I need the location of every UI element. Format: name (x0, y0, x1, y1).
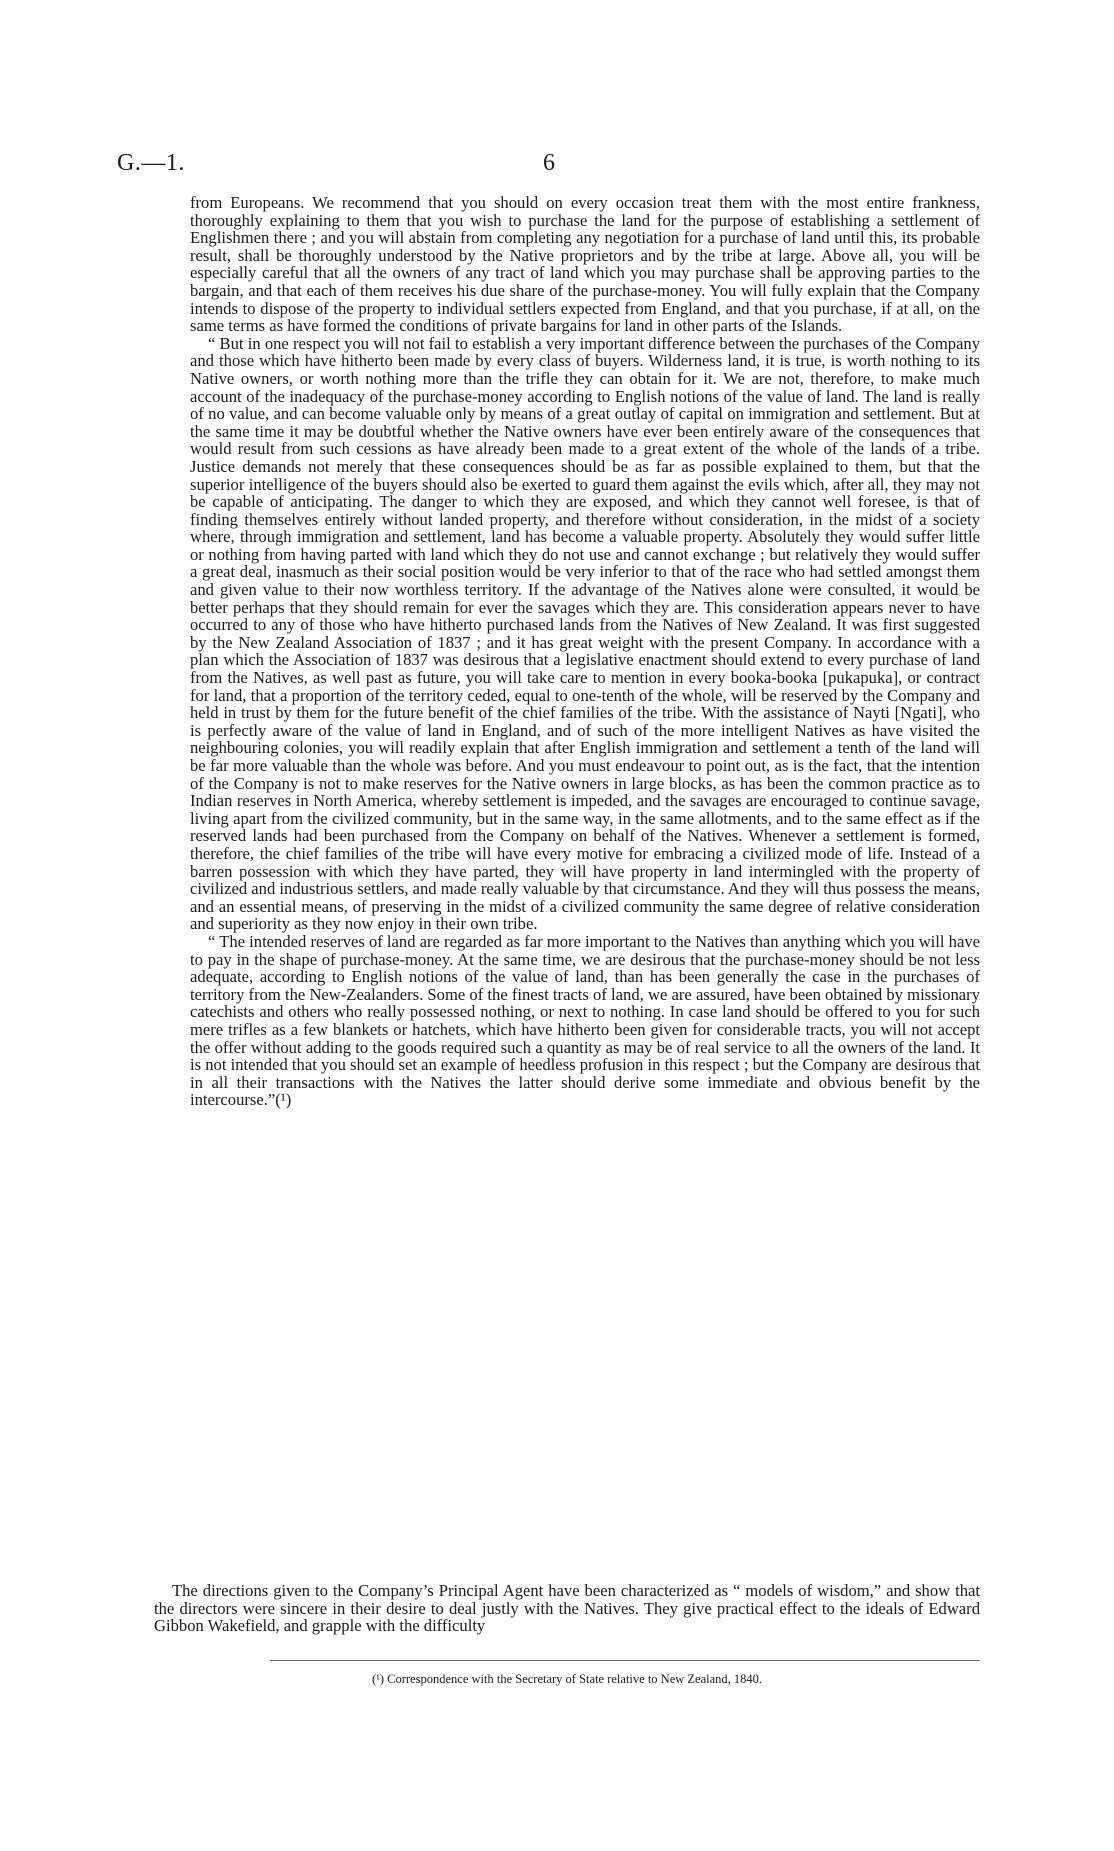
paragraph: “ But in one respect you will not fail to establish a very important difference between the purchases of the Company and those which have hitherto been made by every class of buyers. Wilderness land, it is true, is worth nothing to its Native owners, or worth nothing more than the trifle they can obtain for it. We are not, therefore, to make much account of the inadequacy of the purchase-money according to English notions of the value of land. The land is really of no value, and can become valuable only by means of a great outlay of capital on immigration and settlement. But at the same time it may be doubtful whether the Native owners have ever been entirely aware of the consequences that would result from such cessions as have already been made to a great extent of the whole of the lands of a tribe. Justice demands not merely that these consequences should be as far as possible explained to them, but that the superior intelligence of the buyers should also be exerted to guard them against the evils which, after all, they may not be capable of anticipating. The danger to which they are exposed, and which they cannot well foresee, is that of finding themselves entirely without landed property, and therefore without consideration, in the midst of a society where, through immigration and settlement, land has become a valuable property. Absolutely they would suffer little or nothing from having parted with land which they do not use and cannot exchange ; but relatively they would suffer a great deal, inasmuch as their social position would be very inferior to that of the race who had settled amongst them and given value to their now worthless territory. If the advantage of the Natives alone were consulted, it would be better perhaps that they should remain for ever the savages which they are. This consideration appears never to have occurred to any of those who have hitherto purchased lands from the Natives of New Zealand. It was first suggested by the New Zealand Association of 1837 ; and it has great weight with the present Company. In accordance with a plan which the Association of 1837 was desirous that a legislative enactment should extend to every purchase of land from the Natives, as well past as future, you will take care to mention in every booka-booka [pukapuka], or contract for land, that a proportion of the territory ceded, equal to one-tenth of the whole, will be reserved by the Company and held in trust by them for the future benefit of the chief families of the tribe. With the assistance of Nayti [Ngati], who is perfectly aware of the value of land in England, and of such of the more intelligent Natives as have visited the neighbouring colonies, you will readily explain that after English immigration and settlement a tenth of the land will be far more valuable than the whole was before. And you must endeavour to point out, as is the fact, that the intention of the Company is not to make reserves for the Native owners in large blocks, as has been the common practice as to Indian reserves in North America, whereby settlement is impeded, and the savages are encouraged to continue savage, living apart from the civilized community, but in the same way, in the same allotments, and to the same effect as if the reserved lands had been purchased from the Company on behalf of the Natives. Whenever a settlement is formed, therefore, the chief families of the tribe will have every motive for embracing a civilized mode of life. Instead of a barren possession with which they have parted, they will have property in land intermingled with the property of civilized and industrious settlers, and made really valuable by that circumstance. And they will thus possess the means, and an essential means, of preserving in the midst of a civilized community the same degree of relative consideration and superiority as they now enjoy in their own tribe. (190, 333, 980, 934)
page-number: 6 (543, 150, 555, 176)
closing-paragraph: The directions given to the Company’s Principal Agent have been characterized as “ models of wisdom,” and show that the directors were sincere in their desire to deal justly with the Natives. They give practical effect to the ideals of Edward Gibbon Wakefield, and grapple with the difficulty (154, 1581, 980, 1636)
footnote: (¹) Correspondence with the Secretary of State relative to New Zealand, 1840. (371, 1672, 763, 1686)
paragraph: from Europeans. We recommend that you should on every occasion treat them with the most entire frankness, thoroughly explaining to them that you wish to purchase the land for the purpose of establishing a settlement of Englishmen there ; and you will abstain from completing any negotiation for a purchase of land until this, its probable result, shall be thoroughly understood by the Native proprietors and by the tribe at large. Above all, you will be especially careful that all the owners of any tract of land which you may purchase shall be approving parties to the bargain, and that each of them receives his due share of the purchase-money. You will fully explain that the Company intends to dispose of the property to individual settlers expected from England, and that you purchase, if at all, on the same terms as have formed the conditions of private bargains for land in other parts of the Islands. (190, 193, 980, 336)
paragraph: “ The intended reserves of land are regarded as far more important to the Natives than anything which you will have to pay in the shape of purchase-money. At the same time, we are desirous that the purchase-money should be not less adequate, according to English notions of the value of land, than has been generally the case in the purchases of territory from the New-Zealanders. Some of the finest tracts of land, we are assured, have been obtained by missionary catechists and others who really possessed nothing, or next to nothing. In case land should be offered to you for such mere trifles as a few blankets or hatchets, which have hitherto been given for considerable tracts, you will not accept the offer without adding to the goods required such a quantity as may be of real service to all the owners of the land. It is not intended that you should set an example of heedless profusion in this respect ; but the Company are desirous that in all their transactions with the Natives the latter should derive some immediate and obvious benefit by the intercourse.”(¹) (190, 931, 980, 1110)
footnote-divider (270, 1660, 980, 1661)
quoted-instructions (190, 194, 980, 1109)
page-header (117, 150, 977, 180)
document-reference: G.—1. (117, 150, 185, 176)
